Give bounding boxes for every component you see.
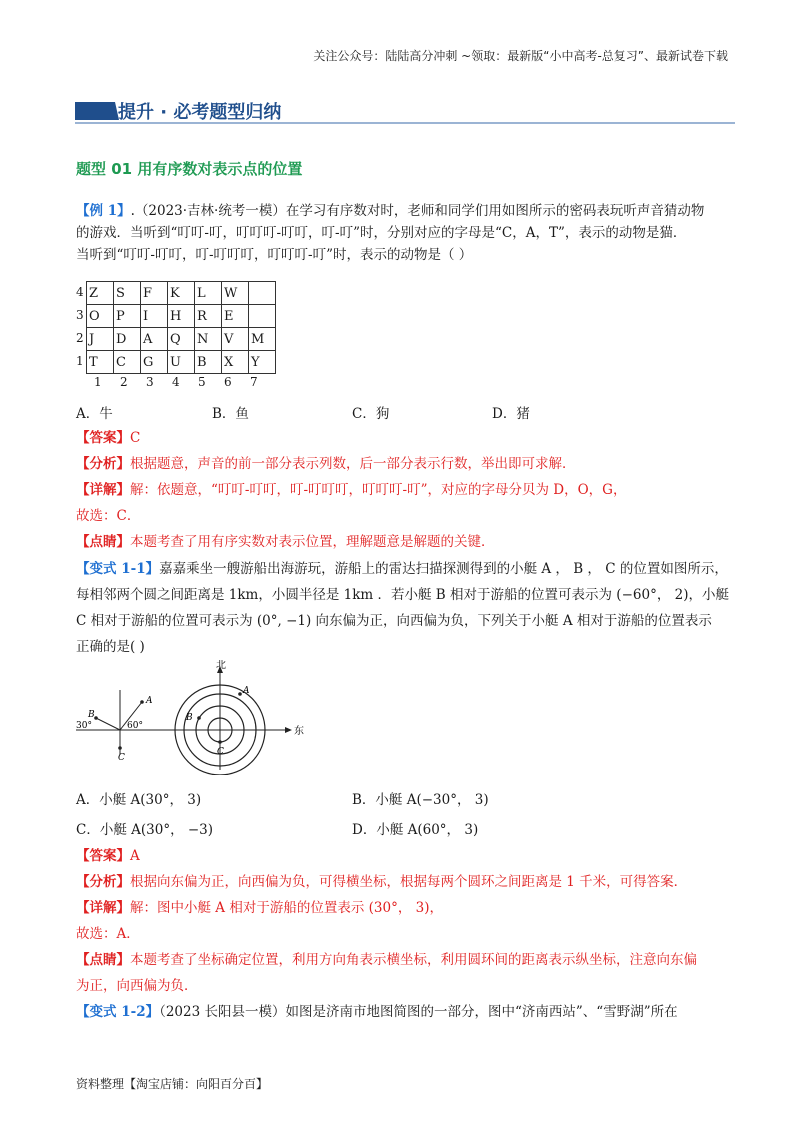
grid-row — [87, 328, 276, 351]
ex1-tag: 【例 1】 — [76, 203, 131, 219]
label-b-radar: B — [186, 713, 193, 723]
col-label: 3 — [146, 375, 154, 389]
grid-cell: K — [168, 282, 195, 305]
v12-text — [76, 999, 736, 1025]
v11-tag: 【变式 1-1】 — [76, 561, 160, 577]
grid-cell: V — [222, 328, 249, 351]
label-a-radar: A — [243, 686, 250, 696]
angle-60: 60° — [127, 721, 143, 731]
col-label: 7 — [250, 375, 258, 389]
grid-row — [87, 351, 276, 374]
option-b[interactable]: B．小艇 A(−30°， 3) — [352, 792, 489, 808]
grid-cell: P — [114, 305, 141, 328]
option-c[interactable]: C．狗 — [352, 406, 390, 422]
row-label: 1 — [76, 354, 84, 368]
grid-row — [87, 305, 276, 328]
v12-tag: 【变式 1-2】 — [76, 1004, 160, 1020]
grid-cell: F — [141, 282, 168, 305]
grid-cell — [249, 282, 276, 305]
choose-text: 故选：A． — [76, 926, 140, 942]
comment-tag: 【点睛】 — [76, 534, 130, 550]
analysis-text: 根据向东偏为正，向西偏为负，可得横坐标，根据每两个圆环之间距离是 1 千米，可得答案． — [130, 874, 688, 890]
grid-cell: H — [168, 305, 195, 328]
comment-text: 本题考查了用有序实数对表示位置，理解题意是解题的关键． — [130, 534, 495, 550]
option-a[interactable]: A．小艇 A(30°， 3) — [76, 792, 202, 808]
option-d[interactable]: D．猪 — [492, 406, 530, 422]
answer-tag: 【答案】 — [76, 430, 130, 446]
angle-diagram — [76, 690, 175, 763]
page-footer: 资料整理【淘宝店铺：向阳百分百】 — [76, 1077, 269, 1091]
grid-cell: C — [114, 351, 141, 374]
row-label: 2 — [76, 331, 84, 345]
grid-cell: W — [222, 282, 249, 305]
grid-cell: A — [141, 328, 168, 351]
option-b[interactable]: B．鱼 — [212, 406, 249, 422]
east-label: 东 — [294, 726, 304, 737]
detail-text: 解：依题意，“叮叮-叮叮，叮-叮叮叮，叮叮叮-叮”，对应的字母分贝为 D，O，G， — [130, 482, 627, 498]
ex1-text — [76, 200, 736, 266]
ex1-line1: .（2023·吉林·统考一模）在学习有序数对时，老师和同学们用如图所示的密码表玩听声音猜动物 — [130, 203, 705, 219]
grid-cell: B — [195, 351, 222, 374]
grid-cell: N — [195, 328, 222, 351]
option-c[interactable]: C．小艇 A(30°， −3) — [76, 822, 214, 838]
section-title: 题型 01 用有序数对表示点的位置 — [76, 160, 303, 178]
ex1-line3: 当听到“叮叮-叮叮，叮-叮叮叮，叮叮叮-叮”时，表示的动物是（ ） — [76, 247, 473, 263]
v11-line4: 正确的是( ) — [76, 639, 145, 655]
col-label: 6 — [224, 375, 232, 389]
ex1-solution — [76, 427, 736, 557]
comment-tag: 【点睛】 — [76, 952, 130, 968]
grid-cell: M — [249, 328, 276, 351]
label-c-radar: C — [217, 747, 224, 757]
row-label: 3 — [76, 308, 84, 322]
v11-options — [76, 788, 676, 848]
grid-row — [87, 282, 276, 305]
label-b-left: B — [88, 710, 95, 720]
row-label: 4 — [76, 285, 84, 299]
analysis-text: 根据题意，声音的前一部分表示列数，后一部分表示行数，举出即可求解． — [130, 456, 576, 472]
option-d[interactable]: D．小艇 A(60°， 3) — [352, 822, 479, 838]
grid-cell: S — [114, 282, 141, 305]
detail-tag: 【详解】 — [76, 900, 130, 916]
label-a-left: A — [146, 696, 153, 706]
radar-circles — [175, 660, 304, 775]
grid-cell: L — [195, 282, 222, 305]
detail-tag: 【详解】 — [76, 482, 130, 498]
grid-cell: O — [87, 305, 114, 328]
choose-text: 故选：C． — [76, 508, 141, 524]
grid-cell: D — [114, 328, 141, 351]
ex1-grid — [76, 281, 276, 392]
answer-value: A — [130, 848, 140, 864]
north-label: 北 — [216, 660, 226, 671]
option-a[interactable]: A．牛 — [76, 406, 113, 422]
v11-line3: C 相对于游船的位置可表示为 (0°, −1) 向东偏为正，向西偏为负，下列关于小艇 A 相对于游船的位置表示 — [76, 613, 712, 629]
grid-cell: E — [222, 305, 249, 328]
col-label: 5 — [198, 375, 206, 389]
col-label: 2 — [120, 375, 128, 389]
v12-line1: （2023 长阳县一模）如图是济南市地图简图的一部分，图中“济南西站”、“雪野湖”所在 — [159, 1004, 678, 1020]
col-label: 1 — [94, 375, 102, 389]
grid-cell: I — [141, 305, 168, 328]
comment-text-1: 本题考查了坐标确定位置，利用方向角表示横坐标，利用圆环间的距离表示纵坐标，注意向东偏 — [130, 952, 697, 968]
label-c-left: C — [118, 753, 125, 763]
grid-cell: U — [168, 351, 195, 374]
grid-cell: Y — [249, 351, 276, 374]
grid-cell: R — [195, 305, 222, 328]
page-header: 关注公众号：陆陆高分冲刺 ~领取：最新版“小中高考-总复习”、最新试卷下载 — [313, 49, 728, 63]
comment-text-2: 为正，向西偏为负． — [76, 978, 198, 994]
analysis-tag: 【分析】 — [76, 874, 130, 890]
banner-title: 提升 · 必考题型归纳 — [118, 102, 282, 123]
detail-text: 解：图中小艇 A 相对于游船的位置表示 (30°， 3)， — [130, 900, 443, 916]
grid-cell: Q — [168, 328, 195, 351]
grid-cell: T — [87, 351, 114, 374]
radar-figure — [70, 660, 310, 775]
grid-cell — [249, 305, 276, 328]
ex1-line2: 的游戏．当听到“叮叮-叮，叮叮叮-叮叮，叮-叮”时，分别对应的字母是“C，A，T”，表示的动物是猫． — [76, 225, 687, 241]
col-label: 4 — [172, 375, 180, 389]
grid-cell: J — [87, 328, 114, 351]
analysis-tag: 【分析】 — [76, 456, 130, 472]
v11-solution — [76, 843, 736, 999]
grid-cell: X — [222, 351, 249, 374]
v11-text — [76, 556, 736, 660]
angle-30: 30° — [76, 721, 92, 731]
answer-value: C — [130, 430, 141, 446]
grid-cell: G — [141, 351, 168, 374]
v11-line2: 每相邻两个圆之间距离是 1km，小圆半径是 1km ．若小艇 B 相对于游船的位置可表示为 (−60°， 2)，小艇 — [76, 587, 729, 603]
v11-line1: 嘉嘉乘坐一艘游船出海游玩，游船上的雷达扫描探测得到的小艇 A ， B ， C 的位置如图所示， — [159, 561, 728, 577]
answer-tag: 【答案】 — [76, 848, 130, 864]
cipher-table — [86, 281, 276, 374]
grid-cell: Z — [87, 282, 114, 305]
col-labels — [76, 374, 276, 392]
